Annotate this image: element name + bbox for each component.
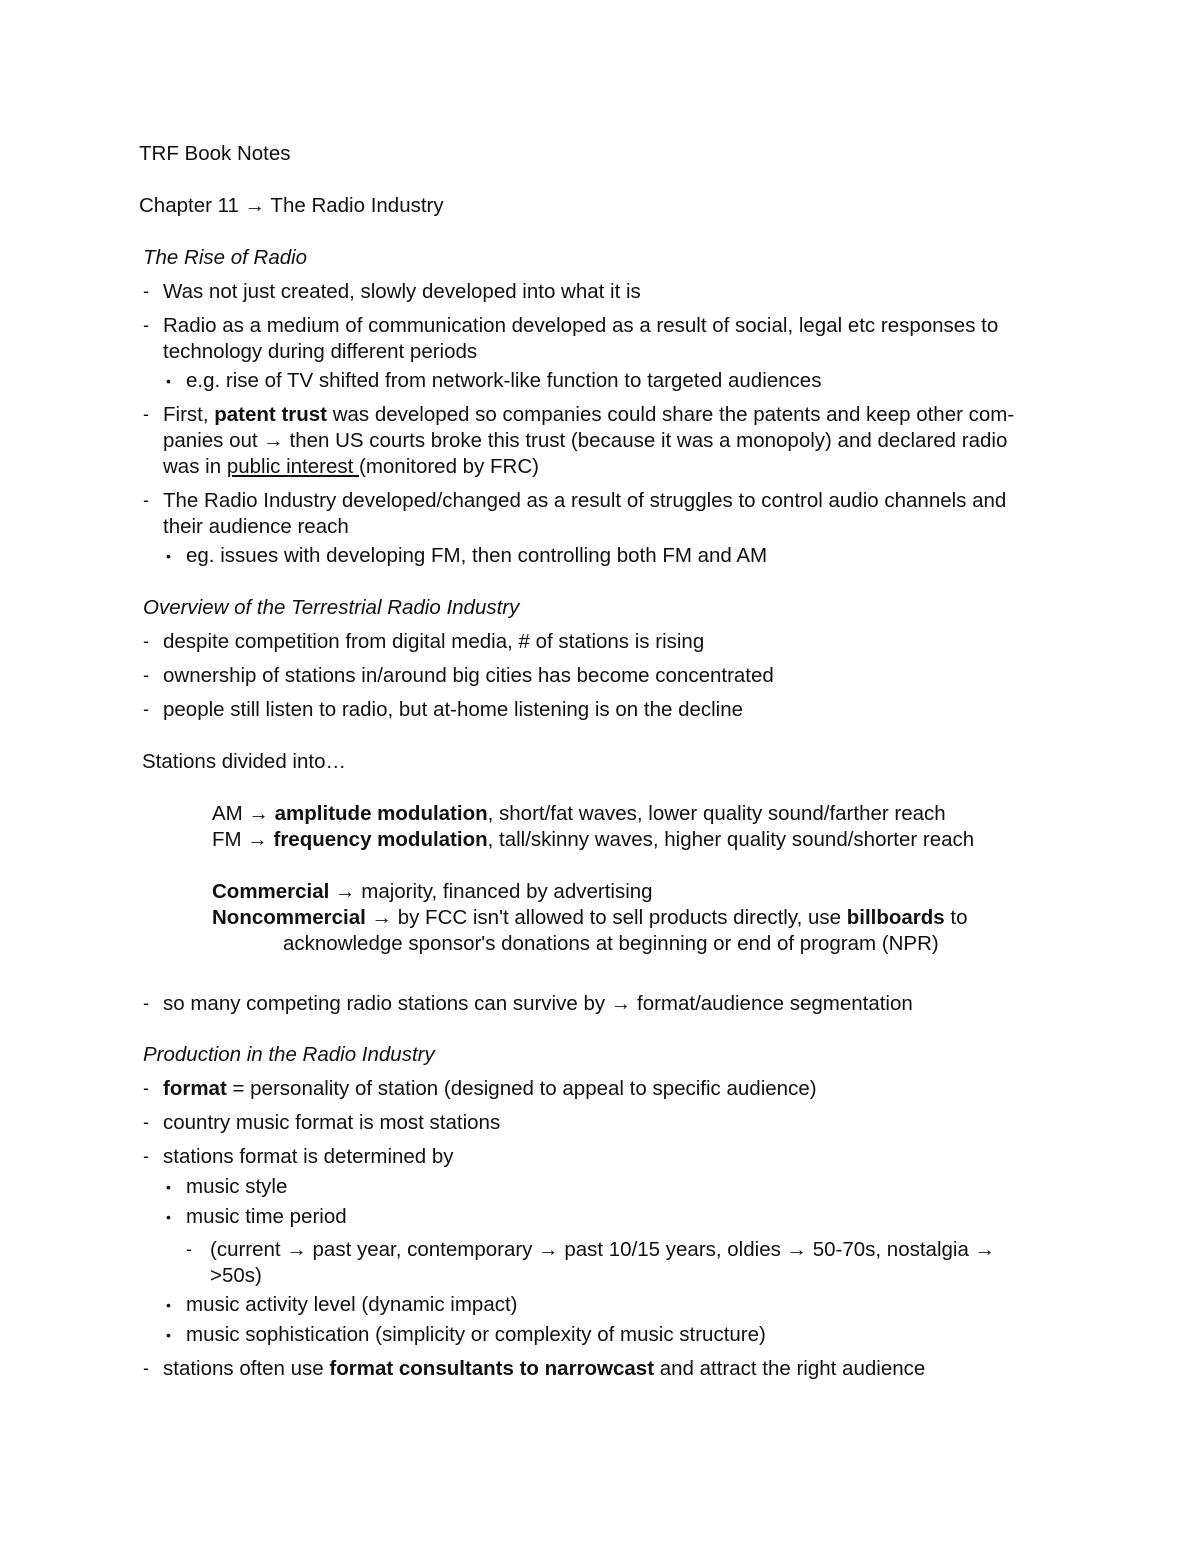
list-item-continued: their audience reach [163,515,349,538]
list-item: The Radio Industry developed/changed as a result of struggles to control audio channels and [163,489,1007,512]
sub-sub-list-item: (current → past year, contemporary → past 10/15 years, oldies → 50-70s, nostalgia → [210,1238,996,1261]
dash-bullet: - [143,1146,149,1166]
list-item: stations often use format consultants to narrowcast and attract the right audience [163,1357,926,1380]
dot-bullet: • [166,1179,171,1195]
chapter-title: Chapter 11 → The Radio Industry [139,194,444,217]
list-item-continued: technology during different periods [163,340,478,363]
list-item: stations format is determined by [163,1145,454,1168]
dash-bullet: - [143,1078,149,1098]
noncommercial-definition: Noncommercial → by FCC isn't allowed to sell products directly, use billboards to [212,906,968,929]
dot-bullet: • [166,1327,171,1343]
dot-bullet: • [166,1209,171,1225]
list-item: people still listen to radio, but at-home listening is on the decline [163,698,744,721]
commercial-definition: Commercial → majority, financed by advertising [212,880,653,903]
sub-list-item: e.g. rise of TV shifted from network-like function to targeted audiences [186,369,822,392]
dash-bullet: - [186,1239,192,1259]
dash-bullet: - [143,490,149,510]
section-heading-rise-of-radio: The Rise of Radio [143,246,308,269]
list-item: so many competing radio stations can survive by → format/audience segmentation [163,992,913,1015]
dash-bullet: - [143,404,149,424]
fm-definition: FM → frequency modulation, tall/skinny waves, higher quality sound/shorter reach [212,828,975,851]
list-item: country music format is most stations [163,1111,501,1134]
section-heading-terrestrial-overview: Overview of the Terrestrial Radio Industry [143,596,520,619]
dash-bullet: - [143,665,149,685]
dash-bullet: - [143,699,149,719]
stations-intro: Stations divided into… [142,750,346,773]
sub-list-item: music time period [186,1205,347,1228]
dash-bullet: - [143,315,149,335]
dash-bullet: - [143,993,149,1013]
list-item: despite competition from digital media, # of stations is rising [163,630,705,653]
noncommercial-definition-continued: acknowledge sponsor's donations at beginning or end of program (NPR) [283,932,939,955]
list-item: Was not just created, slowly developed into what it is [163,280,641,303]
dot-bullet: • [166,1297,171,1313]
dash-bullet: - [143,631,149,651]
dot-bullet: • [166,373,171,389]
sub-list-item: music sophistication (simplicity or complexity of music structure) [186,1323,766,1346]
dash-bullet: - [143,281,149,301]
sub-list-item: music activity level (dynamic impact) [186,1293,518,1316]
dash-bullet: - [143,1358,149,1378]
sub-sub-list-item-continued: >50s) [210,1264,262,1287]
list-item: ownership of stations in/around big cities has become concentrated [163,664,774,687]
dash-bullet: - [143,1112,149,1132]
dot-bullet: • [166,548,171,564]
sub-list-item: eg. issues with developing FM, then controlling both FM and AM [186,544,768,567]
list-item: First, patent trust was developed so companies could share the patents and keep other com- [163,403,1015,426]
doc-title: TRF Book Notes [139,142,291,165]
list-item-continued: panies out → then US courts broke this trust (because it was a monopoly) and declared radio [163,429,1008,452]
sub-list-item: music style [186,1175,288,1198]
list-item: Radio as a medium of communication developed as a result of social, legal etc responses to [163,314,999,337]
list-item-continued: was in public interest (monitored by FRC) [163,455,539,478]
list-item: format = personality of station (designed to appeal to specific audience) [163,1077,817,1100]
section-heading-production: Production in the Radio Industry [143,1043,435,1066]
am-definition: AM → amplitude modulation, short/fat waves, lower quality sound/farther reach [212,802,946,825]
